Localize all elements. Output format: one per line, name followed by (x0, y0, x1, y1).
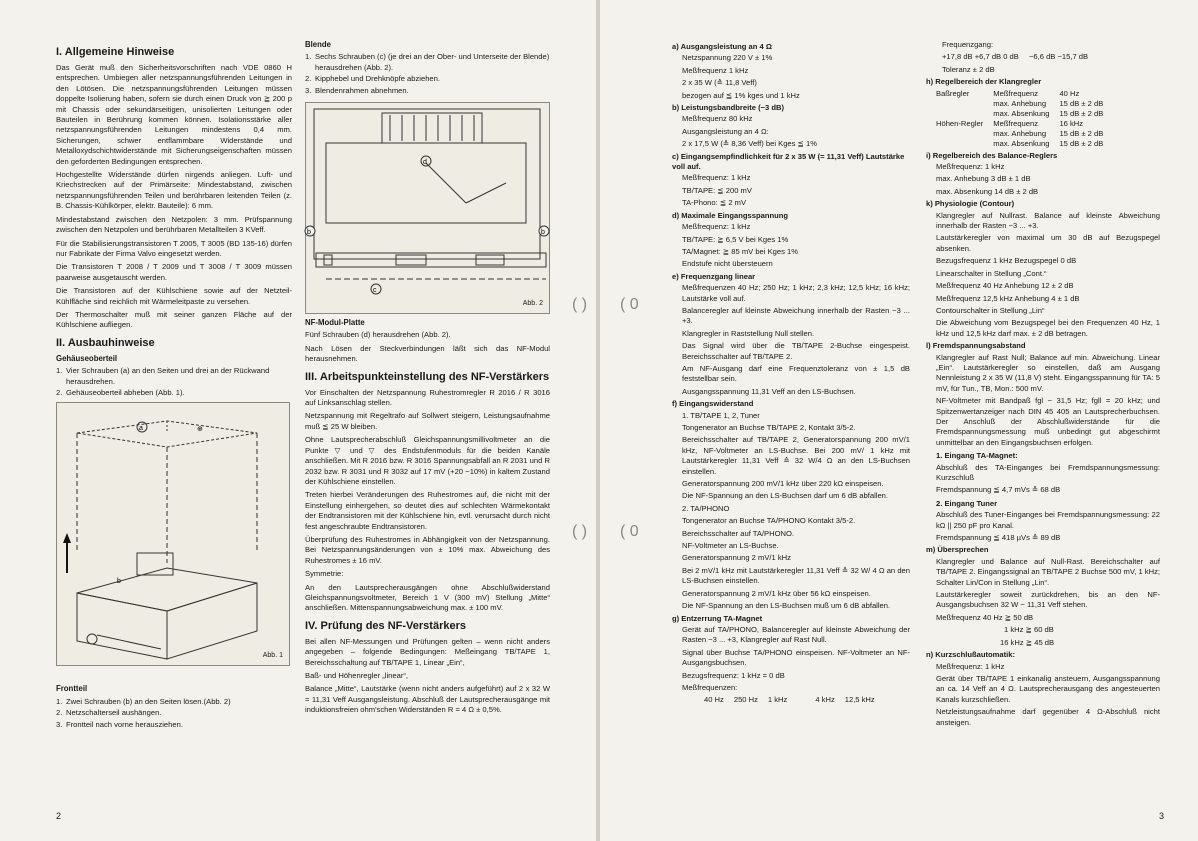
item-d-line: TB/TAPE: ≧ 6,5 V bei Kges 1% (682, 234, 789, 244)
table-cell: Meßfrequenz (993, 118, 1039, 128)
item-i-line: Meßfrequenz: 1 kHz (936, 162, 1005, 172)
item-k-line: Linearschalter in Stellung „Cont.“ (936, 268, 1047, 278)
item-a-heading: a) Ausgangsleistung an 4 Ω (672, 42, 772, 51)
table-cell: 15 dB ± 2 dB (1059, 128, 1104, 138)
item-n-line: Netzleistungsaufnahme darf gegenüber 4 Ω-Abschluß nicht ansteigen. (936, 707, 1160, 727)
table-row (936, 89, 1113, 99)
item-m-body (926, 557, 1160, 648)
item-i-line: max. Anhebung 3 dB ± 1 dB (936, 174, 1031, 184)
table-cell (936, 139, 993, 149)
blende-heading: Blende (305, 40, 331, 49)
page-number-left: 2 (56, 811, 62, 821)
table-cell (936, 99, 993, 109)
section-3-title: III. Arbeitspunkteinstellung des NF-Verstärkers (305, 370, 550, 383)
section-1-p2: Hochgestellte Widerstände dürfen nirgends anliegen. Luft- und Kriechstrecken auf der Primärseite: Mindestabstand, zwischen netzspannungsführenden Teilen und berührbaren leitenden Teilen (z. B. Chassis-Kühlkörper, elektr. Bauteile): 6 mm. (56, 170, 292, 211)
item-f-heading: f) Eingangswiderstand (672, 399, 754, 409)
item-l-body (926, 353, 1160, 544)
table-cell: max. Absenkung (993, 138, 1050, 148)
item-k-body (926, 211, 1160, 339)
item-k-line: Lautstärkeregler von maximal um 30 dB auf Bezugspegel absenken. (936, 233, 1160, 253)
item-m-heading: m) Übersprechen (926, 545, 989, 555)
item-f-body (672, 411, 910, 612)
item-c-line: TB/TAPE: ≦ 200 mV (682, 185, 752, 195)
section-1-p4: Für die Stabilisierungstransistoren T 2005, T 3005 (BD 135-16) dürfen nur Fabrikate der Firma Valvo eingesetzt werden. (56, 238, 292, 258)
item-k-line: Bezugsfrequenz 1 kHz Bezugspegel 0 dB (936, 256, 1077, 266)
item-e-body (672, 283, 910, 397)
item-b-line: Ausgangsleistung an 4 Ω: (682, 126, 769, 136)
fig1-label-b: b (117, 578, 121, 586)
item-l-sub1-line: Fremdspannung ≦ 4,7 mVs ≙ 68 dB (936, 485, 1061, 495)
item-l-line: NF-Voltmeter mit Bandpaß fgl − 31,5 Hz; fgll = 20 kHz; und Spitzenwertanzeiger nach DIN 45 405 an Lautsprecherbuchsen. Der Anschluß der Abschlußwiderstände für die Fremdspannungsmessung muß unbedingt gut abgeschirmt unmittelbar an den Eingangsbuchsen erfolgen. (936, 396, 1160, 447)
binding-mark: ( ) (572, 296, 588, 313)
section-3-p3: Ohne Lautsprecherabschluß Gleichspannungsmillivoltmeter an die Punkte ▽ und ▽ des Endstufenmoduls für die beiden Kanäle anschließen. Mit R 2016 bzw. R 3016 Spannungsabfall an R 2031 und R 2032 bzw. R 3031 und R 3032 auf 17 mV (+20 −10%) in kaltem Zustand der Kühlschiene einstellen. (305, 435, 550, 486)
table-cell (936, 109, 993, 119)
left-page (0, 0, 596, 841)
item-l-sub2-line: Fremdspannung ≦ 418 µVs ≙ 89 dB (936, 533, 1061, 543)
table-cell: 15 dB ± 2 dB (1059, 108, 1104, 118)
section-4-p1: Bei allen NF-Messungen und Prüfungen gelten – wenn nicht anders angegeben – folgende Bedingungen: Meßeingang TB/TAPE 1, Bereichsschaltung auf TB/TAPE 1, Linear „Ein“, (305, 636, 550, 667)
fig1-label-a: a (139, 425, 143, 433)
item-k-line: Meßfrequenz 40 Hz Anhebung 12 ± 2 dB (936, 281, 1074, 291)
table-cell: 40 Hz (1059, 88, 1080, 98)
fig2-label-d: d (423, 159, 427, 167)
item-m-line: Klangregler und Balance auf Null-Rast. Bereichschalter auf TB/TAPE 2. Eingangssignal an TB/TAPE 2 Buchse 500 mV, 1 kHz; Schalter Lin/Con in Stellung „Lin“. (936, 556, 1160, 587)
table-cell: max. Absenkung (993, 108, 1050, 118)
item-f-line: Tongenerator an Buchse TB/TAPE 2, Kontakt 3/5-2. (682, 423, 856, 432)
item-i-line: max. Absenkung 14 dB ± 2 dB (936, 186, 1039, 196)
nfmodul-p2: Nach Lösen der Steckverbindungen läßt sich das NF-Modul herausnehmen. (305, 343, 550, 364)
item-n-body (926, 662, 1160, 728)
binding-mark: ( ) (572, 523, 588, 540)
gehaeuse-steps (56, 366, 292, 398)
item-d-line: Meßfrequenz: 1 kHz (682, 222, 751, 232)
blende-step: 1. Sechs Schrauben (c) (je drei an der Ober- und Unterseite der Blende) herausdrehen (Abb. 2). (305, 52, 550, 73)
item-l-sub2-line: Abschluß des Tuner-Einganges bei Fremdspannungsmessung: 22 kΩ || 250 pF pro Kanal. (936, 510, 1160, 530)
item-a-body (672, 53, 910, 101)
figure-1-caption: Abb. 1 (262, 651, 283, 659)
item-k-line: Klangregler auf Nullrast. Balance auf kleinste Abweichung innerhalb der Rasten −3 ... +3. (936, 210, 1160, 231)
item-l-sub1: 1. Eingang TA-Magnet: (936, 451, 1018, 461)
section-1-p3: Mindestabstand zwischen den Netzpolen: 3 mm. Prüfspannung zwischen den Netzpolen und berührbaren Metallteilen 3 KVeff. (56, 214, 292, 235)
item-e-line: Am NF-Ausgang darf eine Frequenztoleranz von ± 1,5 dB feststellbar sein. (682, 363, 910, 384)
figure-abb-1 (56, 402, 290, 666)
gehaeuse-step: 2. Gehäuseoberteil abheben (Abb. 1). (56, 388, 292, 398)
section-1-title: I. Allgemeine Hinweise (56, 46, 175, 58)
item-h-heading: h) Regelbereich der Klangregler (926, 77, 1042, 87)
gehaeuse-step: 1. Vier Schrauben (a) an den Seiten und drei an der Rückwand herausdrehen. (56, 366, 292, 387)
frequenzgang-values (942, 52, 1160, 62)
frontteil-step: 1. Zwei Schrauben (b) an den Seiten lösen.(Abb. 2) (56, 697, 292, 707)
frequenzgang-block (926, 40, 1160, 75)
section-4-p3: Balance „Mitte“, Lautstärke (wenn nicht anders aufgeführt) auf 2 x 32 W = 11,31 Veff Ausgangsleistung. Abschluß der Lautsprecherausgänge mit induktionsfreien ohm'schen Widerständen R = 4 Ω ± 0,5%. (305, 684, 550, 715)
item-m-r1: Meßfrequenz 40 Hz ≧ 50 dB (936, 612, 1034, 622)
fig2-label-b-left: b (307, 229, 311, 237)
item-f-line: 2. TA/PHONO (682, 503, 730, 513)
item-i-heading: i) Regelbereich des Balance-Reglers (926, 150, 1058, 160)
table-cell: max. Anhebung (993, 128, 1047, 138)
item-d-heading: d) Maximale Eingangsspannung (672, 210, 789, 220)
item-a-line: 2 x 35 W (≙ 11,8 Veff) (682, 78, 757, 88)
section-3-p5: Überprüfung des Ruhestromes in Abhängigkeit von der Netzspannung. Bei Netzspannungsänderungen von ± 10% max. Abweichung des Ruhestromes ± 16 mV. (305, 534, 550, 565)
item-m-r3: 16 kHz ≧ 45 dB (1000, 637, 1055, 647)
table-cell: Baßregler (936, 88, 970, 98)
item-k-line: Meßfrequenz 12,5 kHz Anhebung 4 ± 1 dB (936, 293, 1080, 303)
right-page (572, 0, 1198, 841)
frontteil-step: 2. Netzschalterseil aushängen. (56, 708, 292, 718)
right-column-1 (672, 40, 910, 705)
item-g-line: Signal über Buchse TA/PHONO einspeisen. NF-Voltmeter an NF-Ausgangsbuchsen. (682, 647, 910, 668)
section-3-p6: Symmetrie: (305, 569, 344, 579)
section-1-p5: Die Transistoren T 2008 / T 2009 und T 3008 / T 3009 müssen paarweise ausgetauscht werden. (56, 262, 292, 282)
binding-mark: ( 0 (620, 523, 639, 540)
frequenzgang-values-2: −6,6 dB −15,7 dB (1028, 52, 1089, 62)
section-3-p4: Treten hierbei Veränderungen des Ruhestromes auf, die nicht mit der Einstellung einhergehen, so deutet dies auf schlechten Wärmekontakt der Endtransistoren mit der Kühlschiene hin, evtl. verursacht durch nicht fest angeschraubte Endtransistoren. (305, 490, 550, 531)
item-f-line: Generatorspannung 2 mV/1 kHz über 56 kΩ einspeisen. (682, 588, 871, 598)
freq-cell: 4 kHz (815, 695, 835, 705)
table-cell: Meßfrequenz (993, 88, 1039, 98)
item-f-line: Generatorspannung 2 mV/1 kHz (682, 553, 791, 563)
frequenzgang-tolerance: Toleranz ± 2 dB (942, 64, 995, 74)
item-d-line: TA/Magnet: ≧ 85 mV bei Kges 1% (682, 246, 798, 256)
frequenzgang-values-1: +17,8 dB +6,7 dB 0 dB (942, 52, 1019, 62)
blende-step: 3. Blendenrahmen abnehmen. (305, 86, 550, 96)
item-k-line: Die Abweichung vom Bezugspegel bei den Frequenzen 40 Hz, 1 kHz und 12,5 kHz darf max. ± 2 dB betragen. (936, 318, 1160, 338)
chassis-exploded-drawing (57, 403, 289, 665)
item-d-body (672, 222, 910, 270)
item-l-sub2: 2. Eingang Tuner (936, 498, 998, 508)
fig2-label-c: c (373, 287, 377, 295)
item-e-line: Meßfrequenzen 40 Hz; 250 Hz; 1 kHz; 2,3 kHz; 12,5 kHz; 16 kHz; Lautstärke voll auf. (682, 283, 910, 303)
figure-2-caption: Abb. 2 (522, 299, 543, 307)
item-a-line: bezogen auf ≦ 1% kges und 1 kHz (682, 90, 800, 100)
nfmodul-p1: Fünf Schrauben (d) herausdrehen (Abb. 2). (305, 330, 451, 340)
item-f-line: Die NF-Spannung an den LS-Buchsen muß um 6 dB abfallen. (682, 601, 891, 611)
table-cell: max. Anhebung (993, 98, 1047, 108)
freq-cell: 40 Hz (704, 695, 724, 705)
section-4-p2: Baß- und Höhenregler „linear“, (305, 671, 408, 680)
item-c-heading: c) Eingangsempfindlichkeit für 2 x 35 W (= 11,31 Veff) Lautstärke voll auf. (672, 151, 905, 172)
item-b-line: Meßfrequenz 80 kHz (682, 114, 753, 124)
item-g-heading: g) Entzerrung TA-Magnet (672, 613, 763, 623)
section-1-p6: Die Transistoren auf der Kühlschiene sowie auf der Netzteil-Kühlfläche sind reichlich mit Wärmeleitpaste zu versehen. (56, 286, 292, 306)
left-column-2 (305, 40, 550, 719)
item-n-heading: n) Kurzschlußautomatik: (926, 650, 1016, 660)
blende-steps (305, 52, 550, 96)
item-b-heading: b) Leistungsbandbreite (−3 dB) (672, 103, 785, 113)
freq-cell: 250 Hz (733, 695, 758, 705)
page-number-right: 3 (1158, 811, 1164, 821)
item-d-line: Endstufe nicht übersteuern (682, 259, 773, 269)
table-cell: 16 kHz (1059, 118, 1084, 128)
item-l-sub1-line: Abschluß des TA-Einganges bei Fremdspannungsmessung: Kurzschluß (936, 462, 1160, 482)
item-f-line: Generatorspannung 200 mV/1 kHz über 220 kΩ einspeisen. (682, 479, 884, 489)
table-cell: 15 dB ± 2 dB (1059, 138, 1104, 148)
item-e-heading: e) Frequenzgang linear (672, 271, 756, 281)
item-l-line: Klangregler auf Rast Null; Balance auf min. Abweichung. Linear „Ein“. Lautstärkeregler so einstellen, daß am Ausgang Nennleistung 2 x 35 W (11,8 V) steht. Eingangsspannung für TA: 5 mV, für Tun., TB, Mon.: 500 mV. (936, 352, 1160, 393)
right-column-2 (926, 40, 1160, 730)
item-f-line: Bereichsschalter auf TB/TAPE 2, Generatorspannung 200 mV/1 kHz, NF-Voltmeter an LS-Buchse. Bei 200 mV/ 1 kHz mit Lautstärkeregler 11,31 Veff ≙ 32 W/4 Ω an den LS-Buchsen einstellen. (682, 435, 910, 476)
table-row (936, 129, 1113, 139)
section-4-title: IV. Prüfung des NF-Verstärkers (305, 619, 466, 632)
item-f-line: Tongenerator an Buchse TA/PHONO Kontakt 3/5-2. (682, 516, 856, 526)
item-g-line: Gerät auf TA/PHONO, Balanceregler auf kleinste Abweichung der Rasten −3 ... +3, Klangregler auf Rast Null. (682, 624, 910, 645)
item-f-line: Bereichsschalter auf TA/PHONO. (682, 528, 794, 538)
item-a-line: Netzspannung 220 V ± 1% (682, 53, 773, 63)
item-f-line: NF-Voltmeter an LS-Buchse. (682, 541, 779, 551)
freq-cell: 1 kHz (767, 695, 788, 705)
binding-mark: ( 0 (620, 296, 639, 313)
item-c-line: Meßfrequenz: 1 kHz (682, 173, 751, 183)
gehaeuseoberteil-heading: Gehäuseoberteil (56, 353, 118, 363)
svg-text:⊕: ⊕ (197, 426, 203, 434)
item-e-line: Balanceregler auf kleinste Abweichung innerhalb der Rasten −3 ... +3. (682, 305, 910, 326)
item-e-line: Das Signal wird über die TB/TAPE 2-Buchse eingespeist. Bereichsschalter auf TB/TAPE 2. (682, 341, 910, 361)
frontteil-step: 3. Frontteil nach vorne herausziehen. (56, 720, 292, 730)
frontteil-steps (56, 697, 292, 730)
nfmodul-heading: NF-Modul-Platte (305, 318, 365, 328)
section-3-p7: An den Lautsprecherausgängen ohne Abschlußwiderstand Gleichspannungsvoltmeter, Bereich 1 V (300 mV) Stellung „Mitte“ anschließen. Mittenspannungsabweichung max. ± 100 mV. (305, 582, 550, 613)
item-f-line: 1. TB/TAPE 1, 2, Tuner (682, 410, 760, 420)
table-row (936, 109, 1113, 119)
section-2-title: II. Ausbauhinweise (56, 336, 155, 349)
freq-cell: 12,5 kHz (844, 695, 875, 705)
section-3-p1: Vor Einschalten der Netzspannung Ruhestromregler R 2016 / R 3016 auf Linksanschlag stellen. (305, 387, 550, 408)
item-m-r2: 1 kHz ≧ 60 dB (1004, 625, 1054, 635)
item-g-line: Bezugsfrequenz: 1 kHz = 0 dB (682, 670, 785, 680)
item-l-heading: l) Fremdspannungsabstand (926, 341, 1026, 351)
table-row (936, 99, 1113, 109)
item-c-line: TA-Phono: ≦ 2 mV (682, 198, 747, 208)
table-cell: 15 dB ± 2 dB (1059, 98, 1104, 108)
item-b-body (672, 114, 910, 149)
item-f-line: Bei 2 mV/1 kHz mit Lautstärkeregler 11,31 Veff ≙ 32 W/ 4 Ω an den LS-Buchsen einstellen. (682, 565, 910, 586)
item-n-line: Meßfrequenz: 1 kHz (936, 661, 1005, 671)
blende-step: 2. Kipphebel und Drehknöpfe abziehen. (305, 74, 550, 84)
item-m-line: Lautstärkeregler soweit zurückdrehen, bis an den NF-Ausgangsbuchsen 32 W − 11,31 Veff stehen. (936, 590, 1160, 610)
item-k-line: Contourschalter in Stellung „Lin“ (936, 305, 1045, 315)
frequency-list (682, 695, 885, 705)
item-n-line: Gerät über TB/TAPE 1 einkanalig ansteuern, Ausgangsspannung an ca. 14 Veff an 4 Ω. Lautsprecherausgang des angesteuerten Kanals kurzschließen. (936, 673, 1160, 704)
item-c-body (672, 173, 910, 208)
figure-abb-2 (305, 102, 550, 314)
item-e-line: Klangregler in Raststellung Null stellen. (682, 328, 815, 338)
frequenzgang-title: Frequenzgang: (942, 40, 994, 49)
item-a-line: Meßfrequenz 1 kHz (682, 65, 749, 75)
item-b-line: 2 x 17,5 W (≙ 8,36 Veff) bei Kges ≦ 1% (682, 139, 817, 149)
section-3-p2: Netzspannung mit Regeltrafo auf Sollwert steigern, Leistungsaufnahme muß ≦ 25 W bleiben. (305, 411, 550, 431)
item-i-body (926, 162, 1160, 197)
fig2-label-b-right: b (541, 229, 545, 237)
klangregler-table (936, 89, 1113, 149)
section-1-p7: Der Thermoschalter muß mit seiner ganzen Fläche auf der Kühlschiene aufliegen. (56, 309, 292, 330)
frontteil-heading: Frontteil (56, 684, 88, 694)
left-column-1 (56, 40, 292, 733)
table-cell (936, 129, 993, 139)
item-g-body (672, 625, 910, 705)
section-1-p1: Das Gerät muß den Sicherheitsvorschriften nach VDE 0860 H entsprechen. Umbiegen aller netzspannungsführenden Leitungen in den Lötösen. Die netzspannungsführenden Leitungen müssen doppelte Isolierung haben, sofern sie durch einen Druck von ≧ 200 p mit Chassis oder sekundärseitigen, unisolierten Leitungen oder Bauteilen in Berührung kommen können. Isolationsstärke aller netzspannungsführenden Leitungen mindestens 0,4 mm. Sicherungen, schwer entflammbare Widerstände und Metalloxydschichtwiderstände mit Sicherungseigenschaften müssen den geforderten Bedingungen entsprechen. (56, 63, 292, 166)
front-panel-drawing (306, 103, 549, 313)
item-e-line: Ausgangsspannung 11,31 Veff an den LS-Buchsen. (682, 386, 856, 396)
table-cell: Höhen-Regler (936, 118, 984, 128)
table-row (936, 139, 1113, 149)
item-k-heading: k) Physiologie (Contour) (926, 199, 1015, 209)
table-row (936, 119, 1113, 129)
item-f-line: Die NF-Spannung an den LS-Buchsen darf um 6 dB abfallen. (682, 491, 889, 501)
item-g-line: Meßfrequenzen: (682, 682, 738, 692)
